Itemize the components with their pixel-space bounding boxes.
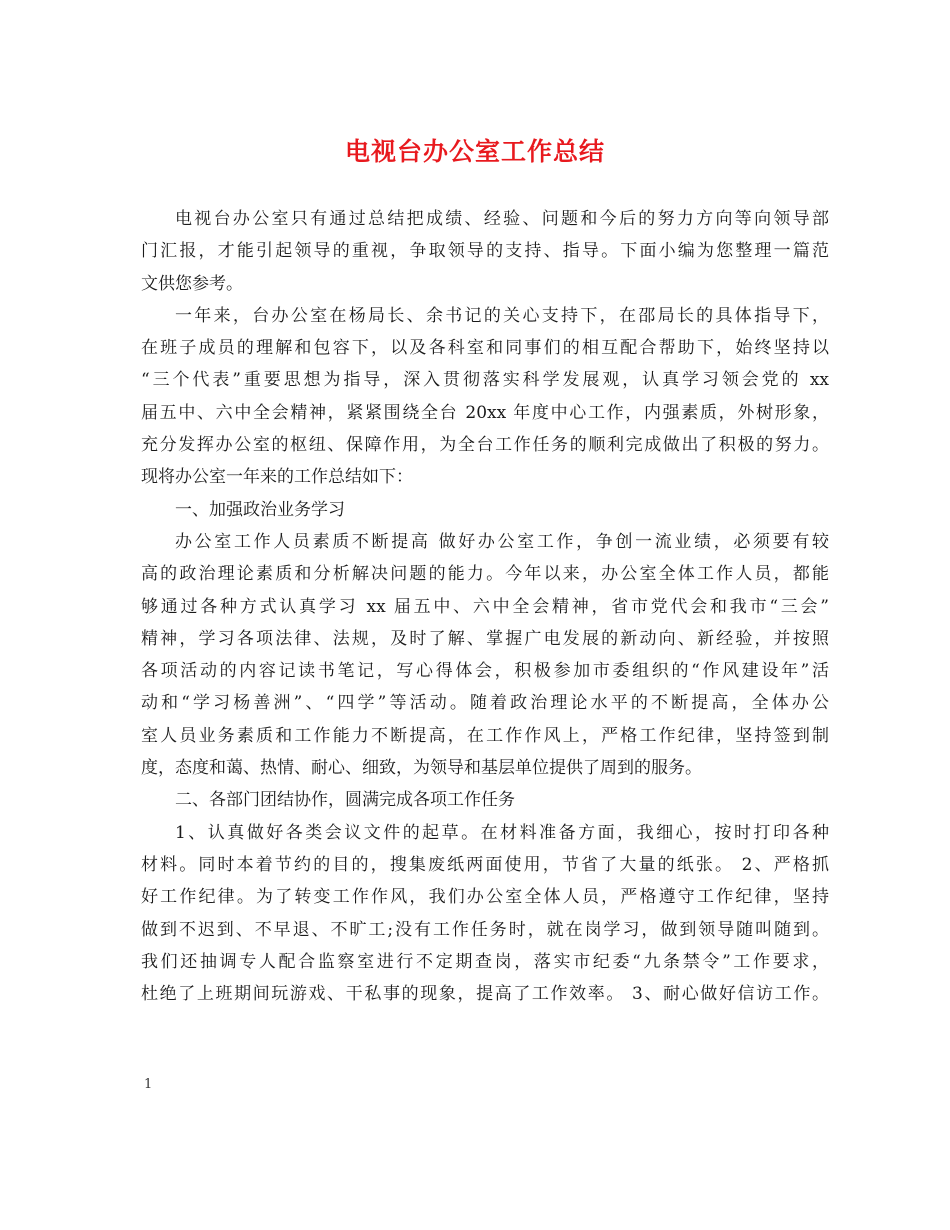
text-line: 门汇报，才能引起领导的重视，争取领导的支持、指导。下面小编为您整理一篇范 — [141, 241, 829, 262]
page-number: 1 — [144, 1077, 153, 1092]
text-line: 材料。同时本着节约的目的，搜集废纸两面使用，节省了大量的纸张。 2、严格抓 — [141, 854, 829, 875]
text-line: 高的政治理论素质和分析解决问题的能力。今年以来，办公室全体工作人员，都能 — [141, 564, 829, 585]
text-line: 好工作纪律。为了转变工作作风，我们办公室全体人员，严格遵守工作纪律，坚持 — [141, 887, 829, 908]
text-line: 现将办公室一年来的工作总结如下： — [141, 467, 413, 488]
text-line: 一年来，台办公室在杨局长、余书记的关心支持下，在邵局长的具体指导下， — [175, 305, 829, 326]
text-line: 够通过各种方式认真学习 xx 届五中、六中全会精神，省市党代会和我市“三会” — [141, 596, 829, 617]
text-line: 二、各部门团结协作，圆满完成各项工作任务 — [175, 790, 515, 811]
text-line: 届五中、六中全会精神，紧紧围绕全台 20xx 年度中心工作，内强素质，外树形象， — [141, 402, 829, 423]
text-line: 1、认真做好各类会议文件的起草。在材料准备方面，我细心，按时打印各种 — [175, 822, 829, 843]
text-line: 精神，学习各项法律、法规，及时了解、掌握广电发展的新动向、新经验，并按照 — [141, 628, 829, 649]
text-line: 在班子成员的理解和包容下，以及各科室和同事们的相互配合帮助下，始终坚持以 — [141, 338, 829, 359]
text-line: 充分发挥办公室的枢纽、保障作用，为全台工作任务的顺利完成做出了积极的努力。 — [141, 435, 829, 456]
text-line: 杜绝了上班期间玩游戏、干私事的现象，提高了工作效率。 3、耐心做好信访工作。 — [141, 984, 829, 1005]
text-line: 做到不迟到、不早退、不旷工;没有工作任务时，就在岗学习，做到领导随叫随到。 — [141, 919, 829, 940]
document-title: 电视台办公室工作总结 — [344, 137, 605, 166]
text-line: 室人员业务素质和工作能力不断提高，在工作作风上，严格工作纪律，坚持签到制 — [141, 725, 829, 746]
text-line: 一、加强政治业务学习 — [175, 499, 345, 520]
document-body — [141, 203, 829, 1010]
text-line: 各项活动的内容记读书笔记，写心得体会，积极参加市委组织的“作风建设年”活 — [141, 661, 829, 682]
text-line: 办公室工作人员素质不断提高 做好办公室工作，争创一流业绩，必须要有较 — [175, 531, 829, 552]
text-line: 文供您参考。 — [141, 273, 243, 294]
text-line: “三个代表”重要思想为指导，深入贯彻落实科学发展观，认真学习领会党的 xx — [141, 370, 829, 391]
text-line: 我们还抽调专人配合监察室进行不定期查岗，落实市纪委“九条禁令”工作要求， — [141, 951, 829, 972]
text-line: 电视台办公室只有通过总结把成绩、经验、问题和今后的努力方向等向领导部 — [175, 209, 829, 229]
text-line: 度，态度和蔼、热情、耐心、细致，为领导和基层单位提供了周到的服务。 — [141, 758, 702, 779]
text-line: 动和“学习杨善洲”、“四学”等活动。随着政治理论水平的不断提高，全体办公 — [141, 693, 829, 714]
